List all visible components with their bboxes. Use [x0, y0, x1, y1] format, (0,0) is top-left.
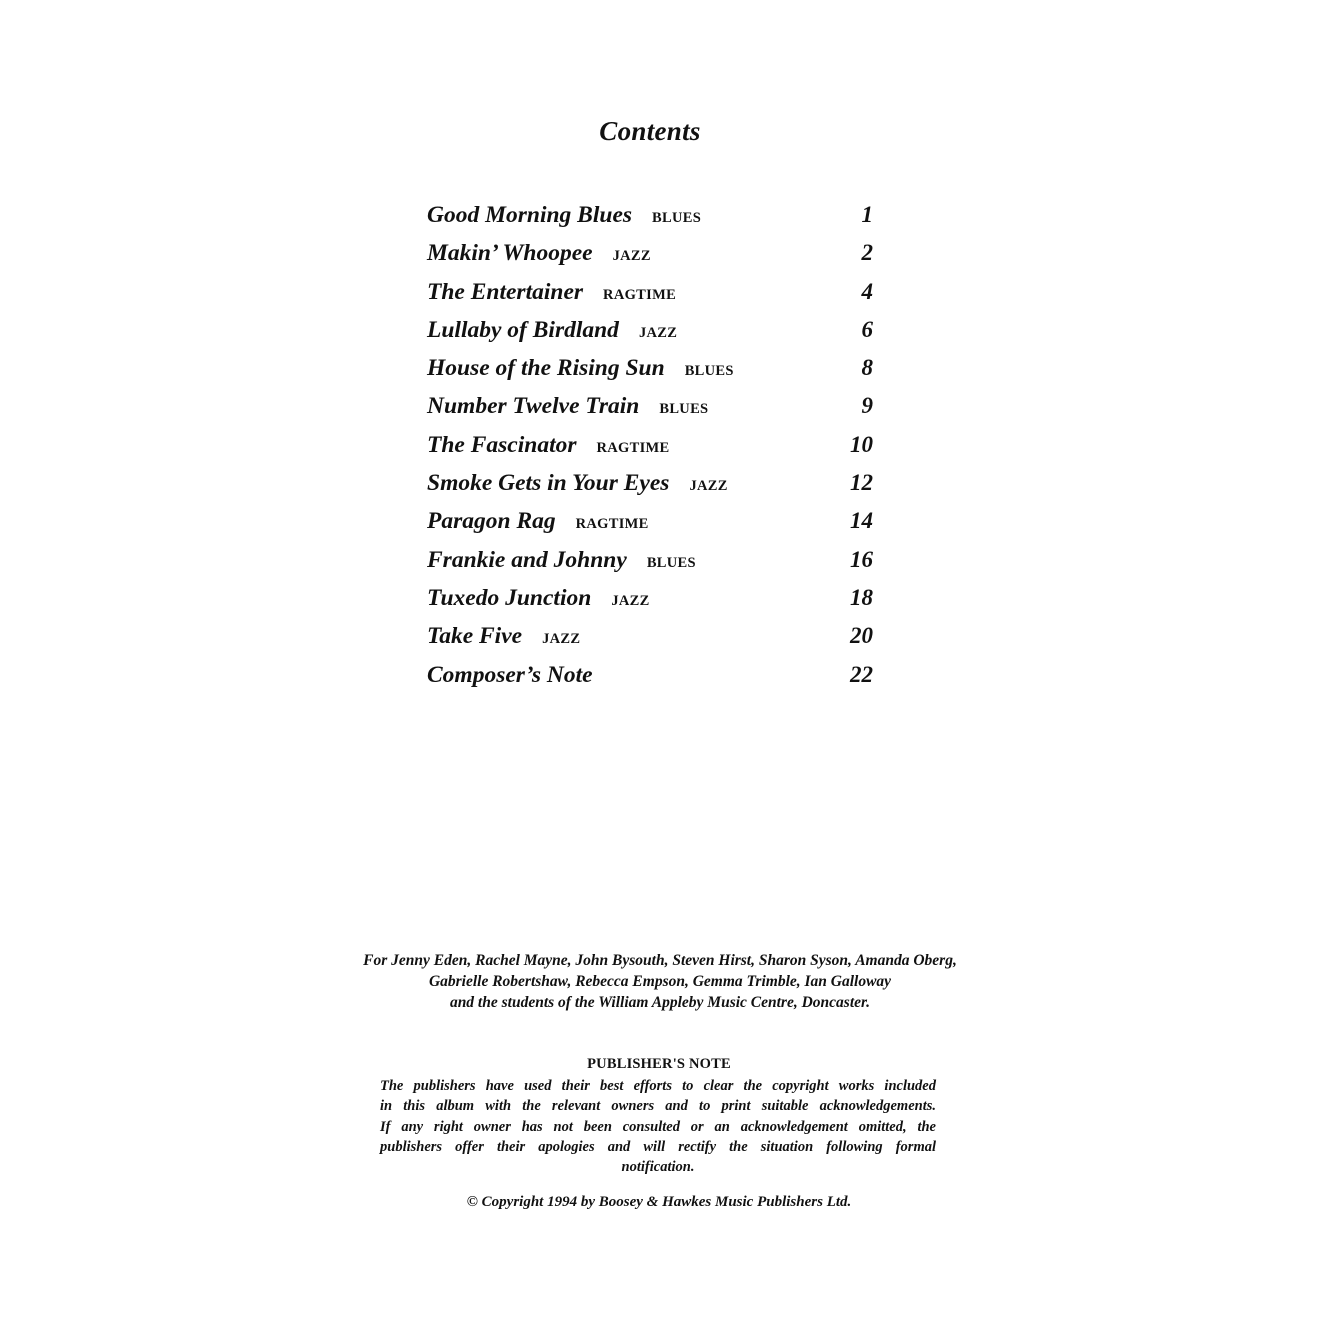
genre-label: JAZZ — [638, 324, 678, 341]
publishers-note-heading: PUBLISHER'S NOTE — [587, 1056, 731, 1072]
page-number: 14 — [850, 508, 873, 534]
page-number: 22 — [850, 661, 873, 687]
contents-row — [427, 196, 873, 234]
piece-title: Good Morning Blues — [427, 202, 633, 228]
contents-row — [427, 273, 873, 311]
piece-title: Take Five — [427, 623, 523, 650]
genre-label: BLUES — [684, 363, 734, 380]
piece-title: The Entertainer — [427, 278, 584, 305]
contents-row — [427, 617, 873, 655]
genre-label: JAZZ — [611, 592, 650, 609]
contents-row — [427, 349, 873, 387]
genre-label: RAGTIME — [596, 439, 670, 456]
copyright-notice: © Copyright 1994 by Boosey & Hawkes Music Publishers Ltd. — [466, 1194, 852, 1210]
piece-title: Number Twelve Train — [427, 393, 640, 420]
dedication-line: Gabrielle Robertshaw, Rebecca Empson, Gemma Trimble, Ian Galloway — [428, 973, 892, 990]
contents-row — [427, 541, 873, 579]
contents-list — [427, 196, 873, 694]
publishers-note-line: publishers offer their apologies and will rectify the situation following formal — [380, 1138, 936, 1155]
publishers-note-line: The publishers have used their best efforts to clear the copyright works included — [380, 1078, 936, 1094]
publishers-note-line: If any right owner has not been consulted or an acknowledgement omitted, the — [380, 1118, 936, 1135]
contents-row — [427, 464, 873, 502]
contents-row — [427, 426, 873, 464]
piece-title: Smoke Gets in Your Eyes — [427, 470, 670, 497]
piece-title: The Fascinator — [427, 431, 577, 458]
publishers-note-text — [380, 1076, 936, 1177]
page-number: 20 — [850, 623, 873, 649]
page-number: 18 — [850, 584, 873, 610]
piece-title: Tuxedo Junction — [427, 584, 592, 611]
publishers-note-line: in this album with the relevant owners and to print suitable acknowledgements. — [380, 1098, 936, 1115]
page-number: 2 — [861, 240, 873, 266]
contents-row — [427, 387, 873, 425]
genre-label: RAGTIME — [603, 286, 677, 303]
piece-title: Paragon Rag — [427, 508, 556, 535]
page-number: 10 — [850, 431, 873, 457]
piece-title: Frankie and Johnny — [427, 546, 627, 573]
dedication-line: For Jenny Eden, Rachel Mayne, John Bysouth, Steven Hirst, Sharon Syson, Amanda Oberg, — [363, 952, 957, 969]
piece-title: Makin’ Whoopee — [427, 240, 593, 267]
genre-label: RAGTIME — [575, 516, 649, 533]
genre-label: BLUES — [652, 210, 702, 226]
page-number: 6 — [861, 316, 873, 342]
genre-label: JAZZ — [612, 248, 651, 265]
page-number: 16 — [850, 546, 873, 572]
piece-title: House of the Rising Sun — [427, 355, 665, 382]
dedication — [300, 950, 1020, 1013]
page-number: 9 — [861, 393, 873, 419]
piece-title: Lullaby of Birdland — [427, 316, 619, 343]
genre-label: BLUES — [659, 401, 709, 418]
piece-title: Composer’s Note — [427, 661, 593, 688]
contents-row — [427, 502, 873, 540]
genre-label: JAZZ — [689, 478, 728, 495]
page-number: 12 — [850, 470, 873, 496]
page-number: 8 — [861, 355, 873, 381]
contents-row — [427, 311, 873, 349]
dedication-line: and the students of the William Appleby Music Centre, Doncaster. — [449, 994, 871, 1011]
genre-label: JAZZ — [542, 631, 581, 648]
page-number: 4 — [861, 278, 873, 304]
contents-row — [427, 656, 873, 694]
genre-label: BLUES — [646, 554, 696, 571]
page-number: 1 — [861, 202, 873, 227]
page-title: Contents — [599, 116, 701, 146]
contents-row — [427, 234, 873, 272]
contents-row — [427, 579, 873, 617]
publishers-note-line: notification. — [621, 1159, 695, 1176]
